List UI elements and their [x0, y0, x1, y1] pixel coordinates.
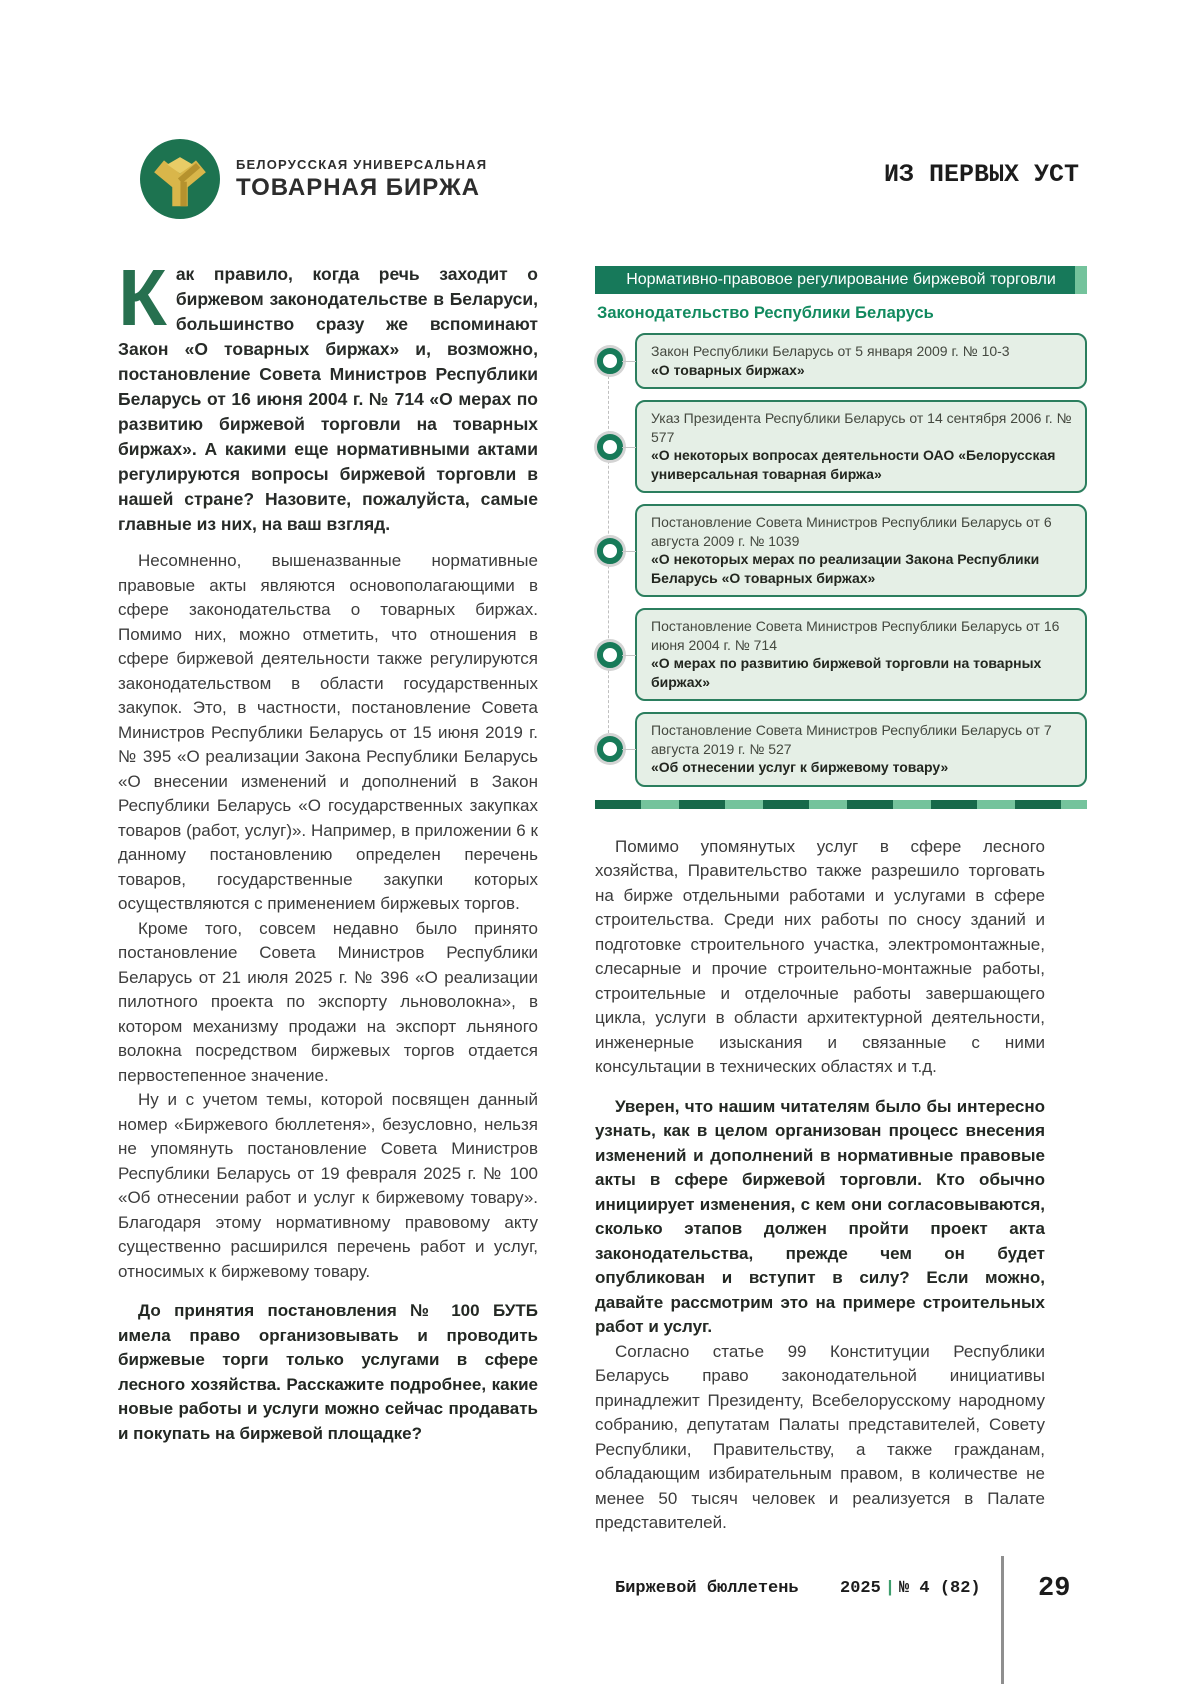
act-title: «О некоторых вопросах деятельности ОАО «Белорусская универсальная товарная биржа» — [651, 447, 1056, 482]
ribbon-divider — [595, 800, 1087, 809]
left-column — [118, 253, 538, 1446]
lead-text: ак правило, когда речь заходит о биржевом законодательстве в Беларуси, большинство сразу же вспоминают Закон «О товарных биржах» и, возможно, постановление Совета Министров Республики Беларусь от 16 июня 2004 г. № 714 «О мерах по развитию биржевой торговли на товарных биржах». А какими еще нормативными актами регулируются вопросы биржевой торговли в нашей стране? Назовите, пожалуйста, самые главные из них, на ваш взгляд. — [118, 264, 538, 534]
act-title: «О товарных биржах» — [651, 361, 805, 378]
issue-number: № 4 (82) — [899, 1579, 981, 1598]
act-title: «О мерах по развитию биржевой торговли на товарных биржах» — [651, 655, 1042, 690]
infographic-title-bar — [595, 266, 1087, 294]
interview-question: Уверен, что нашим читателям было бы интересно узнать, как в целом организован процесс внесения изменений и дополнений в нормативные правовые акты в сфере биржевой торговли. Кто обычно инициирует изменения, с кем они согласовываются, сколько этапов должен пройти проект акта законодательства, прежде чем он будет опубликован и вступит в силу? Если можно, давайте рассмотрим это на примере строительных работ и услуг. — [595, 1096, 1045, 1336]
logo — [140, 139, 487, 219]
act-reference: Постановление Совета Министров Республики Беларусь от 6 августа 2009 г. № 1039 — [651, 514, 1052, 549]
footer-vertical-rule — [1001, 1556, 1004, 1684]
act-title: «Об отнесении услуг к биржевому товару» — [651, 759, 949, 775]
exchange-logo-icon — [140, 139, 220, 219]
act-reference: Постановление Совета Министров Республики Беларусь от 7 августа 2019 г. № 527 — [651, 722, 1052, 757]
page-number: 29 — [1038, 1574, 1071, 1604]
paragraph: Несомненно, вышеназванные нормативные правовые акты являются основополагающими в сфере законодательства о товарных биржах. Помимо них, можно отметить, что отношения в сфере биржевой деятельности также регулируются законодательством в области государственных закупок. Это, в частности, постановление Совета Министров Республики Беларусь от 15 июня 2019 г. № 395 «О реализации Закона Республики Беларусь «О внесении изменений и дополнений в Закон Республики Беларусь «О государственных закупках товаров (работ, услуг)». Например, в приложении 6 к данному постановлению определен перечень товаров, государственные закупки которых осуществляются с применением биржевых торгов. — [118, 551, 538, 913]
issue-info — [840, 1579, 981, 1598]
timeline-item — [635, 608, 1087, 701]
timeline-item — [635, 333, 1087, 389]
section-kicker: ИЗ ПЕРВЫХ УСТ — [883, 160, 1079, 189]
act-reference: Указ Президента Республики Беларусь от 14 сентября 2006 г. № 577 — [651, 410, 1072, 445]
infographic-subtitle: Законодательство Республики Беларусь — [597, 304, 934, 322]
logo-line2: ТОВАРНАЯ БИРЖА — [236, 173, 481, 201]
issue-year: 2025 — [840, 1579, 881, 1598]
interview-question: До принятия постановления № 100 БУТБ имела право организовывать и проводить биржевые торги только услугами в сфере лесного хозяйства. Расскажите подробнее, какие новые работы и услуги можно сейчас продавать и покупать на биржевой площадке? — [118, 1301, 538, 1443]
paragraph: Помимо упомянутых услуг в сфере лесного хозяйства, Правительство также разрешило торговать на бирже отдельными работами и услугами в сфере строительства. Среди них работы по сносу зданий и подготовке строительного участка, электромонтажные, слесарные и прочие строительно-монтажные работы, строительные и отделочные работы завершающего цикла, услуги в области архитектурной деятельности, инженерные изыскания и связанные с ними консультации в технических областях и т.д. — [595, 836, 1045, 1076]
paragraph: Согласно статье 99 Конституции Республики Беларусь право законодательной инициативы принадлежит Президенту, Всебелорусскому народному собранию, депутатам Палаты представителей, Совету Республики, Правительству, а также гражданам, обладающим избирательным правом, в количестве не менее 50 тысяч человек и реализуется в Палате представителей. — [595, 1341, 1045, 1532]
paragraph: Ну и с учетом темы, которой посвящен данный номер «Биржевого бюллетеня», безусловно, нельзя не упомянуть постановление Совета Министров Республики Беларусь от 19 февраля 2025 г. № 100 «Об отнесении работ и услуг к биржевому товару». Благодаря этому нормативному правовому акту существенно расширился перечень работ и услуг, относимых к биржевому товару. — [118, 1090, 538, 1281]
act-reference: Постановление Совета Министров Республики Беларусь от 16 июня 2004 г. № 714 — [651, 618, 1060, 653]
logo-text — [236, 157, 487, 202]
infographic-panel — [595, 266, 1087, 809]
infographic-title: Нормативно-правовое регулирование биржевой торговли — [626, 271, 1056, 288]
act-reference: Закон Республики Беларусь от 5 января 2009 г. № 10-3 — [651, 343, 1010, 359]
timeline-item — [635, 400, 1087, 493]
timeline-item — [635, 504, 1087, 597]
paragraph: Кроме того, совсем недавно было принято постановление Совета Министров Республики Беларусь от 21 июля 2025 г. № 396 «О реализации пилотного проекта по экспорту льноволокна», в котором механизму продажи на экспорт льняного волокна посредством биржевых торгов отдается первостепенное значение. — [118, 918, 538, 1085]
right-column-text — [595, 835, 1045, 1536]
infographic-timeline — [595, 333, 1087, 787]
act-title: «О некоторых мерах по реализации Закона Республики Беларусь «О товарных биржах» — [651, 551, 1040, 586]
dropcap: К — [118, 253, 167, 342]
timeline-item — [635, 712, 1087, 787]
logo-line1: БЕЛОРУССКАЯ УНИВЕРСАЛЬНАЯ — [236, 156, 488, 172]
journal-name: Биржевой бюллетень — [615, 1579, 799, 1598]
right-column — [595, 266, 1087, 1536]
lead-paragraph — [118, 253, 538, 537]
issue-separator: | — [884, 1579, 896, 1598]
